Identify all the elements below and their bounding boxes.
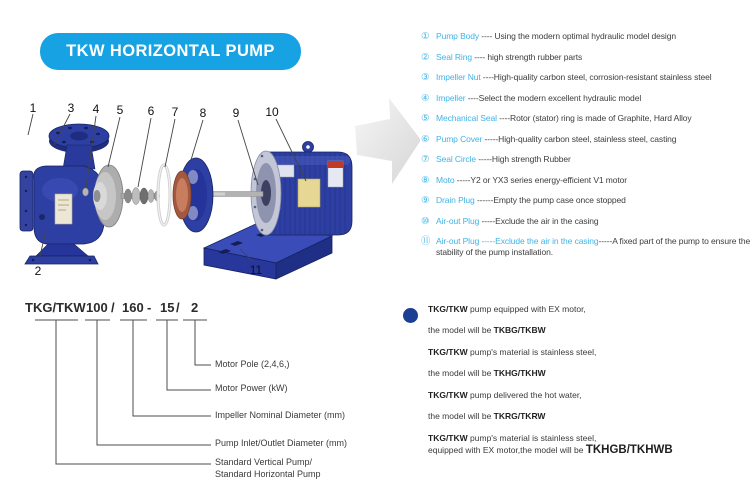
part-name: Pump Cover bbox=[436, 133, 483, 144]
list-item bbox=[421, 134, 755, 145]
variants-text bbox=[428, 304, 756, 456]
model-segment: 2 bbox=[191, 300, 199, 315]
part-number-label: 8 bbox=[199, 106, 207, 120]
series-code: TKG/TKW bbox=[428, 433, 468, 443]
title-banner bbox=[40, 33, 301, 70]
model-code-section bbox=[25, 298, 360, 496]
part-number-label: 5 bbox=[116, 103, 124, 117]
item-number: ④ bbox=[421, 92, 430, 104]
variants-section bbox=[403, 304, 756, 467]
part-name: Mechanical Seal bbox=[436, 113, 497, 123]
part-number-label: 1 bbox=[29, 101, 37, 115]
motor-nameplate bbox=[298, 179, 320, 207]
model-code-result: TKHGB/TKHWB bbox=[585, 444, 673, 456]
list-item bbox=[421, 236, 755, 258]
part-desc: ----High-quality carbon steel, corrosion-resistant stainless steel bbox=[480, 72, 712, 82]
bullet-icon bbox=[403, 308, 418, 323]
impeller-nut bbox=[83, 188, 89, 196]
list-item bbox=[421, 175, 755, 186]
part-desc: ---- Using the modern optimal hydraulic model design bbox=[479, 31, 676, 41]
list-item bbox=[421, 93, 755, 104]
series-code: TKG/TKW bbox=[428, 390, 468, 400]
part-desc: -----Exclude the air in the casing bbox=[479, 215, 599, 226]
part-number-label: 4 bbox=[92, 102, 100, 116]
item-number: ⑧ bbox=[421, 174, 430, 186]
part-desc: -----High strength Rubber bbox=[476, 154, 571, 164]
shaft-sleeve-parts bbox=[121, 188, 160, 205]
model-code-result: TKHG/TKHW bbox=[493, 368, 546, 378]
part-name: Seal Ring bbox=[436, 51, 472, 62]
model-label-inlet-outlet: Pump Inlet/Outlet Diameter (mm) bbox=[215, 438, 348, 448]
item-number: ③ bbox=[421, 72, 430, 83]
item-number: ① bbox=[421, 31, 430, 42]
gasket-ring bbox=[158, 165, 170, 225]
page-title: TKW HORIZONTAL PUMP bbox=[66, 42, 275, 60]
part-number-label: 10 bbox=[265, 105, 279, 119]
part-desc: -----High-quality carbon steel, stainless steel, casting bbox=[482, 133, 677, 144]
part-name: Moto bbox=[436, 174, 455, 185]
list-item bbox=[421, 154, 755, 165]
part-name: Air-out Plug -----Exclude the air in the casing bbox=[436, 236, 599, 246]
model-segment: 160 bbox=[122, 300, 144, 315]
series-code: TKG/TKW bbox=[428, 347, 468, 357]
model-segment: / bbox=[176, 300, 180, 315]
series-code: TKG/TKW bbox=[428, 304, 468, 314]
motor bbox=[213, 142, 352, 236]
part-number-label: 2 bbox=[34, 264, 42, 278]
part-number-label: 6 bbox=[147, 104, 155, 118]
variant-note: TKG/TKW pump equipped with EX motor, the model will be TKBG/TKBW bbox=[428, 304, 586, 335]
part-name: Impeller bbox=[436, 92, 466, 103]
variant-note: TKG/TKW pump's material is stainless steel, the model will be TKHG/TKHW bbox=[428, 347, 597, 378]
part-name: Drain Plug bbox=[436, 195, 475, 205]
part-number-label: 11 bbox=[249, 263, 263, 277]
variant-note: TKG/TKW pump delivered the hot water, the model will be TKRG/TKRW bbox=[428, 390, 582, 421]
right-arrow-icon bbox=[355, 98, 420, 184]
model-label-motor-pole: Motor Pole (2,4,6,) bbox=[215, 359, 290, 369]
part-desc: -----Y2 or YX3 series energy-efficient V1 motor bbox=[454, 174, 628, 185]
part-number-label: 3 bbox=[67, 101, 75, 115]
model-segment: / bbox=[111, 300, 115, 315]
model-prefix: TKG/TKW bbox=[25, 300, 86, 315]
item-number: ⑤ bbox=[421, 113, 430, 124]
parts-list bbox=[421, 31, 755, 268]
part-name: Pump Body bbox=[436, 31, 480, 41]
model-code-result: TKRG/TKRW bbox=[493, 411, 546, 421]
pump-exploded-diagram bbox=[8, 95, 420, 300]
part-number-label: 9 bbox=[232, 106, 240, 120]
part-desc: -----A fixed part of the pump to ensure the stability of the pump installation. bbox=[436, 236, 751, 257]
item-number: ⑨ bbox=[421, 195, 430, 206]
list-item bbox=[421, 195, 755, 206]
model-segment: 15 bbox=[160, 300, 175, 315]
list-item bbox=[421, 31, 755, 42]
part-desc: ------Empty the pump case once stopped bbox=[474, 195, 626, 205]
list-item bbox=[421, 72, 755, 83]
item-number: ⑩ bbox=[421, 215, 430, 227]
item-number: ② bbox=[421, 51, 430, 63]
model-label-motor-power: Motor Power (kW) bbox=[215, 383, 288, 393]
list-item bbox=[421, 52, 755, 63]
list-item bbox=[421, 216, 755, 227]
model-label-impeller-dia: Impeller Nominal Diameter (mm) bbox=[215, 410, 346, 420]
part-desc: ----Rotor (stator) ring is made of Graphite, Hard Alloy bbox=[496, 113, 692, 123]
part-name: Air-out Plug bbox=[436, 215, 480, 226]
item-number: ⑪ bbox=[421, 236, 431, 247]
casing-label bbox=[55, 194, 72, 224]
list-item bbox=[421, 113, 755, 124]
model-segment: - bbox=[147, 300, 152, 315]
part-name: Impeller Nut bbox=[436, 72, 481, 82]
part-desc: ----Select the modern excellent hydraulic model bbox=[465, 92, 642, 103]
part-desc: ---- high strength rubber parts bbox=[471, 51, 583, 62]
model-label-standard-h: Standard Horizontal Pump bbox=[215, 469, 321, 479]
pump-cover bbox=[173, 158, 213, 232]
item-number: ⑦ bbox=[421, 154, 430, 165]
model-code-result: TKBG/TKBW bbox=[493, 325, 546, 335]
model-label-standard-v: Standard Vertical Pump/ bbox=[215, 457, 313, 467]
item-number: ⑥ bbox=[421, 133, 430, 145]
model-segment: 100 bbox=[86, 300, 108, 315]
drain-plug bbox=[39, 214, 45, 220]
variant-note: TKG/TKW pump's material is stainless steel, equipped with EX motor,the model will be TKHGB/TKHWB bbox=[428, 433, 673, 456]
part-number-label: 7 bbox=[171, 105, 179, 119]
part-name: Seal Circle bbox=[436, 154, 476, 164]
